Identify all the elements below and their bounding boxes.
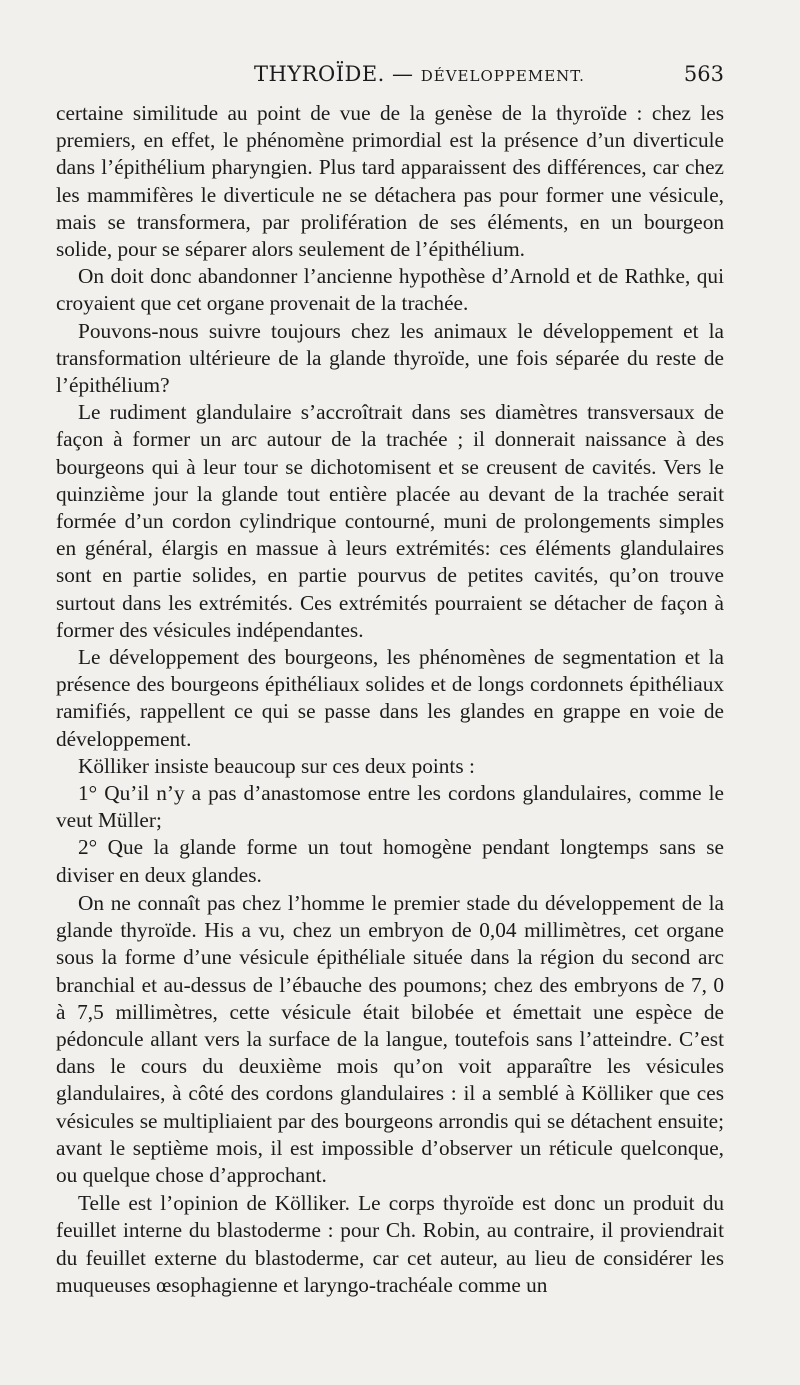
paragraph: Pouvons-nous suivre toujours chez les animaux le développement et la transformation ultérieure de la glande thyroïde, une fois séparée du reste de l’épithélium? bbox=[56, 318, 724, 398]
paragraph: On doit donc abandonner l’ancienne hypothèse d’Arnold et de Rathke, qui croyaient que cet organe provenait de la trachée. bbox=[56, 264, 724, 316]
paragraph: Le développement des bourgeons, les phénomènes de segmentation et la présence des bourgeons épithéliaux solides et de longs cordonnets épithéliaux ramifiés, rappellent ce qui se passe dans les glandes en grappe en voie de développement. bbox=[56, 645, 724, 751]
paragraph: Le rudiment glandulaire s’accroîtrait dans ses diamètres transversaux de façon à former un arc autour de la trachée ; il donnerait naissance à des bourgeons qui à leur tour se dichotomisent et se creusent de cavités. Vers le quinzième jour la glande tout entière placée au devant de la trachée serait formée d’un cordon cylindrique contourné, muni de prolongements simples en général, élargis en massue à leurs extrémités: ces éléments glandulaires sont en partie solides, en partie pourvus de petites cavités, qu’on trouve surtout dans les extrémités. Ces extrémités pourraient se détacher de façon à former des vésicules indépendantes. bbox=[56, 400, 724, 642]
chapter-title: THYROÏDE. bbox=[254, 62, 385, 86]
running-title bbox=[254, 62, 585, 86]
title-dash: — bbox=[384, 62, 421, 86]
running-head bbox=[56, 58, 724, 98]
page-number: 563 bbox=[683, 62, 724, 86]
paragraph: 2° Que la glande forme un tout homogène pendant longtemps sans se diviser en deux glandes. bbox=[56, 835, 724, 887]
section-title: DÉVELOPPEMENT. bbox=[420, 67, 585, 85]
body-text bbox=[56, 100, 724, 1299]
paragraph: certaine similitude au point de vue de la genèse de la thyroïde : chez les premiers, en effet, le phénomène primordial est la présence d’un diverticule dans l’épithélium pharyngien. Plus tard apparaissent des différences, car chez les mammifères le diverticule ne se détachera pas pour former une vésicule, mais se transformera, par prolifération de ses éléments, en un bourgeon solide, pour se séparer alors seulement de l’épithélium. bbox=[56, 101, 724, 262]
paragraph: On ne connaît pas chez l’homme le premier stade du développement de la glande thyroïde. His a vu, chez un embryon de 0,04 millimètres, cet organe sous la forme d’une vésicule épithéliale située dans la région du second arc branchial et au-dessus de l’ébauche des poumons; chez des embryons de 7, 0 à 7,5 millimètres, cette vésicule était bilobée et émettait une espèce de pédoncule allant vers la surface de la langue, toutefois sans l’atteindre. C’est dans le cours du deuxième mois qu’on voit apparaître les vésicules glandulaires, à côté des cordons glandulaires : il a semblé à Kölliker que ces vésicules se multipliaient par des bourgeons arrondis qui se détachent ensuite; avant le septième mois, il est impossible d’observer un réticule quelconque, ou quelque chose d’approchant. bbox=[56, 890, 724, 1187]
paragraph: Telle est l’opinion de Kölliker. Le corps thyroïde est donc un produit du feuillet interne du blastoderme : pour Ch. Robin, au contraire, il proviendrait du feuillet externe du blastoderme, car cet auteur, au lieu de considérer les muqueuses œsophagienne et laryngo-trachéale comme un bbox=[56, 1191, 724, 1297]
paragraph: 1° Qu’il n’y a pas d’anastomose entre les cordons glandulaires, comme le veut Müller; bbox=[56, 781, 724, 833]
paragraph: Kölliker insiste beaucoup sur ces deux points : bbox=[78, 753, 475, 778]
